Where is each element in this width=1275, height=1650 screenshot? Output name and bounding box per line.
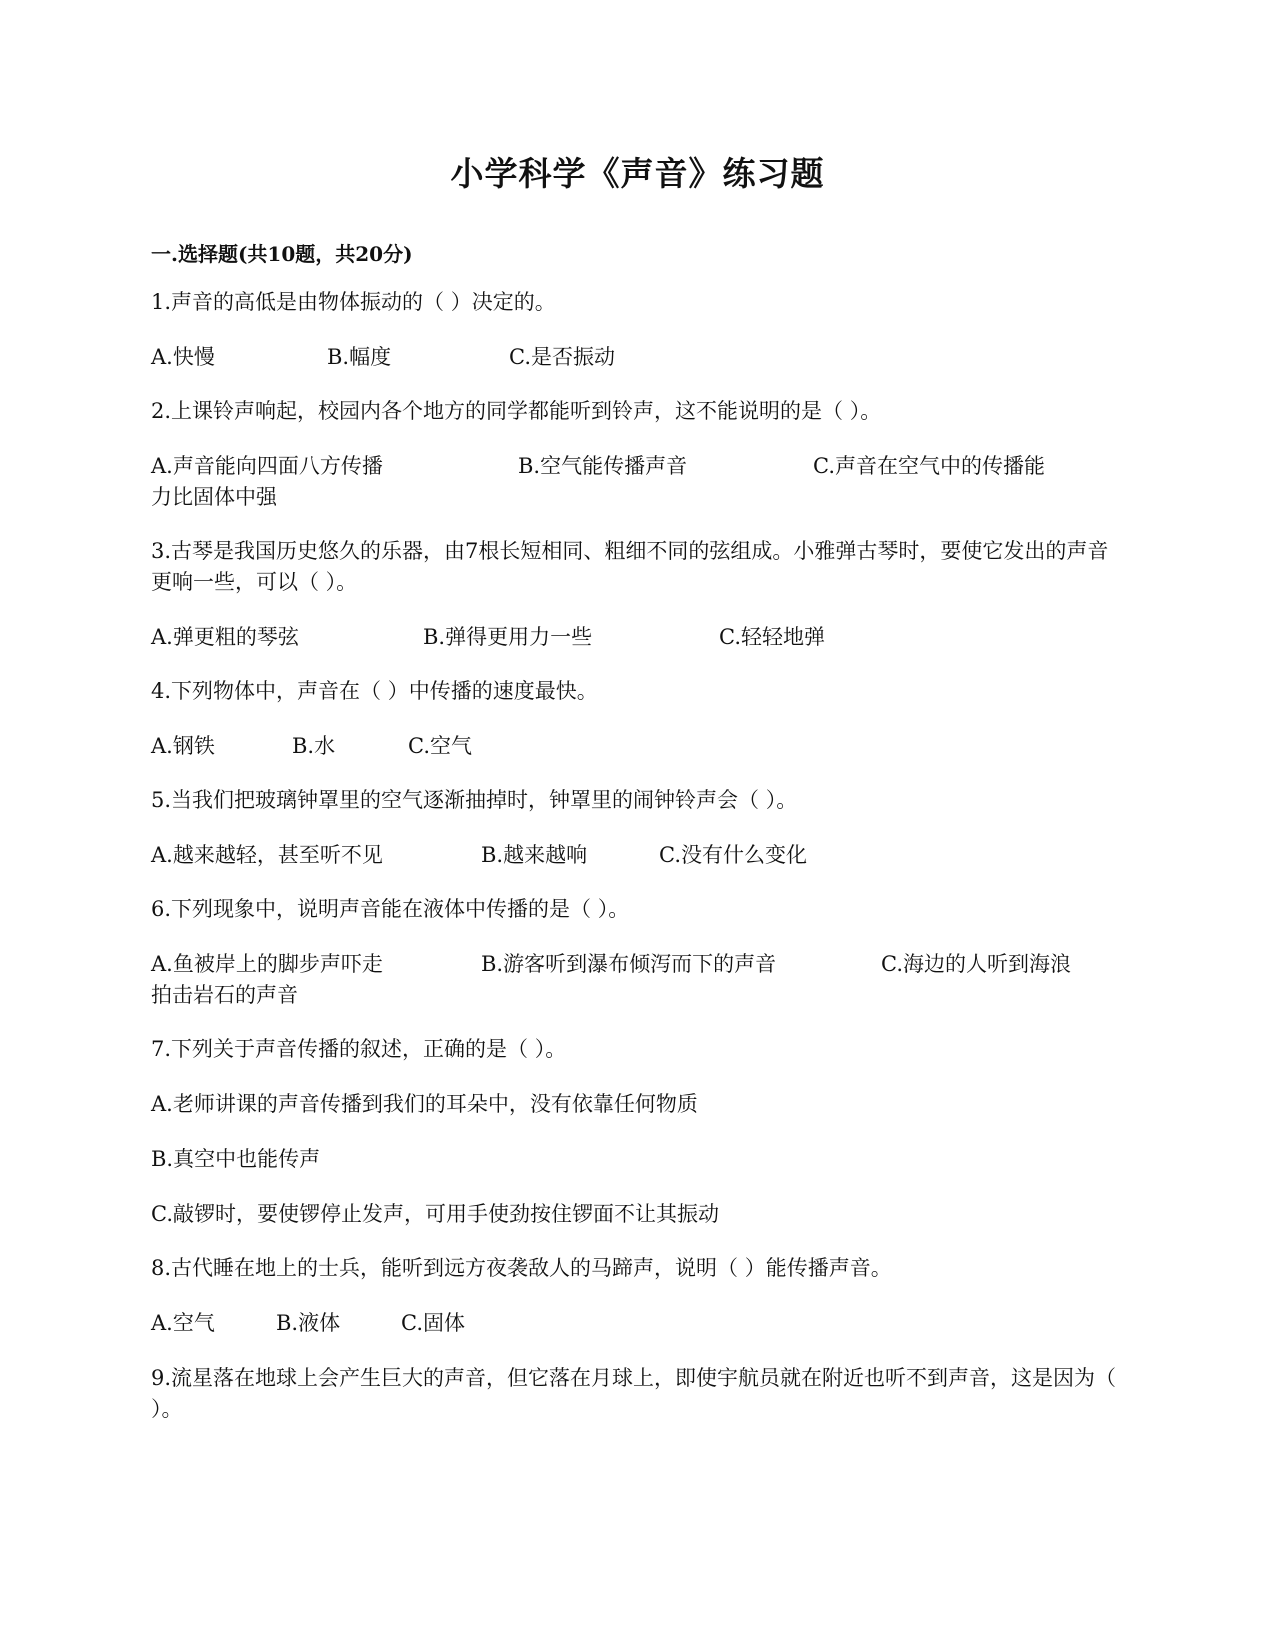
question-8-options — [151, 1308, 465, 1338]
option-c: C.固体 — [401, 1311, 465, 1335]
question-6-stem: 6.下列现象中，说明声音能在液体中传播的是（ ）。 — [151, 897, 630, 921]
option-c: C.是否振动 — [509, 345, 615, 369]
option-b: B.游客听到瀑布倾泻而下的声音 — [481, 952, 777, 976]
option-c: C.声音在空气中的传播能 — [813, 454, 1045, 478]
option-a: A.弹更粗的琴弦 — [151, 625, 299, 649]
option-b: B.空气能传播声音 — [518, 454, 688, 478]
question-3-options — [151, 622, 825, 652]
question-5-options — [151, 840, 807, 870]
question-5-stem: 5.当我们把玻璃钟罩里的空气逐渐抽掉时，钟罩里的闹钟铃声会（ ）。 — [151, 788, 798, 812]
question-7-option-b: B.真空中也能传声 — [151, 1147, 321, 1171]
option-a: A.空气 — [151, 1311, 215, 1335]
option-c: C.没有什么变化 — [659, 843, 807, 867]
option-c: C.海边的人听到海浪 — [881, 952, 1071, 976]
option-b: B.液体 — [276, 1311, 341, 1335]
question-8-stem: 8.古代睡在地上的士兵，能听到远方夜袭敌人的马蹄声，说明（ ）能传播声音。 — [151, 1256, 892, 1280]
option-c: C.轻轻地弹 — [719, 625, 825, 649]
question-7-stem: 7.下列关于声音传播的叙述，正确的是（ ）。 — [151, 1037, 567, 1061]
page-title: 小学科学《声音》练习题 — [450, 154, 825, 193]
option-a: A.越来越轻，甚至听不见 — [151, 843, 383, 867]
option-a: A.鱼被岸上的脚步声吓走 — [151, 952, 383, 976]
option-a: A.钢铁 — [151, 734, 215, 758]
option-b: B.越来越响 — [481, 843, 588, 867]
question-9-stem: 9.流星落在地球上会产生巨大的声音，但它落在月球上，即使宇航员就在附近也听不到声音，这是因为（ ）。 — [151, 1366, 1117, 1421]
option-c: C.空气 — [408, 734, 472, 758]
question-2-options — [151, 451, 1045, 481]
question-7-option-c: C.敲锣时，要使锣停止发声，可用手使劲按住锣面不让其振动 — [151, 1202, 719, 1226]
question-7-option-a: A.老师讲课的声音传播到我们的耳朵中，没有依靠任何物质 — [151, 1092, 698, 1116]
option-b: B.水 — [292, 734, 336, 758]
question-2-stem: 2.上课铃声响起，校园内各个地方的同学都能听到铃声，这不能说明的是（ ）。 — [151, 399, 882, 423]
question-3-stem: 3.古琴是我国历史悠久的乐器，由7根长短相同、粗细不同的弦组成。小雅弹古琴时，要使它发出的声音更响一些，可以（ ）。 — [151, 539, 1109, 594]
section-heading: 一.选择题(共10题，共20分) — [151, 242, 413, 266]
option-b: B.幅度 — [327, 345, 392, 369]
option-a: A.快慢 — [151, 345, 215, 369]
question-2-option-c-continued: 力比固体中强 — [151, 485, 277, 509]
question-1-options — [151, 342, 615, 372]
question-1-stem: 1.声音的高低是由物体振动的（ ）决定的。 — [151, 290, 556, 314]
option-b: B.弹得更用力一些 — [423, 625, 593, 649]
question-4-options — [151, 731, 472, 761]
question-4-stem: 4.下列物体中，声音在（ ）中传播的速度最快。 — [151, 679, 598, 703]
question-6-option-c-continued: 拍击岩石的声音 — [151, 983, 298, 1007]
option-a: A.声音能向四面八方传播 — [151, 454, 383, 478]
question-6-options — [151, 949, 1071, 979]
